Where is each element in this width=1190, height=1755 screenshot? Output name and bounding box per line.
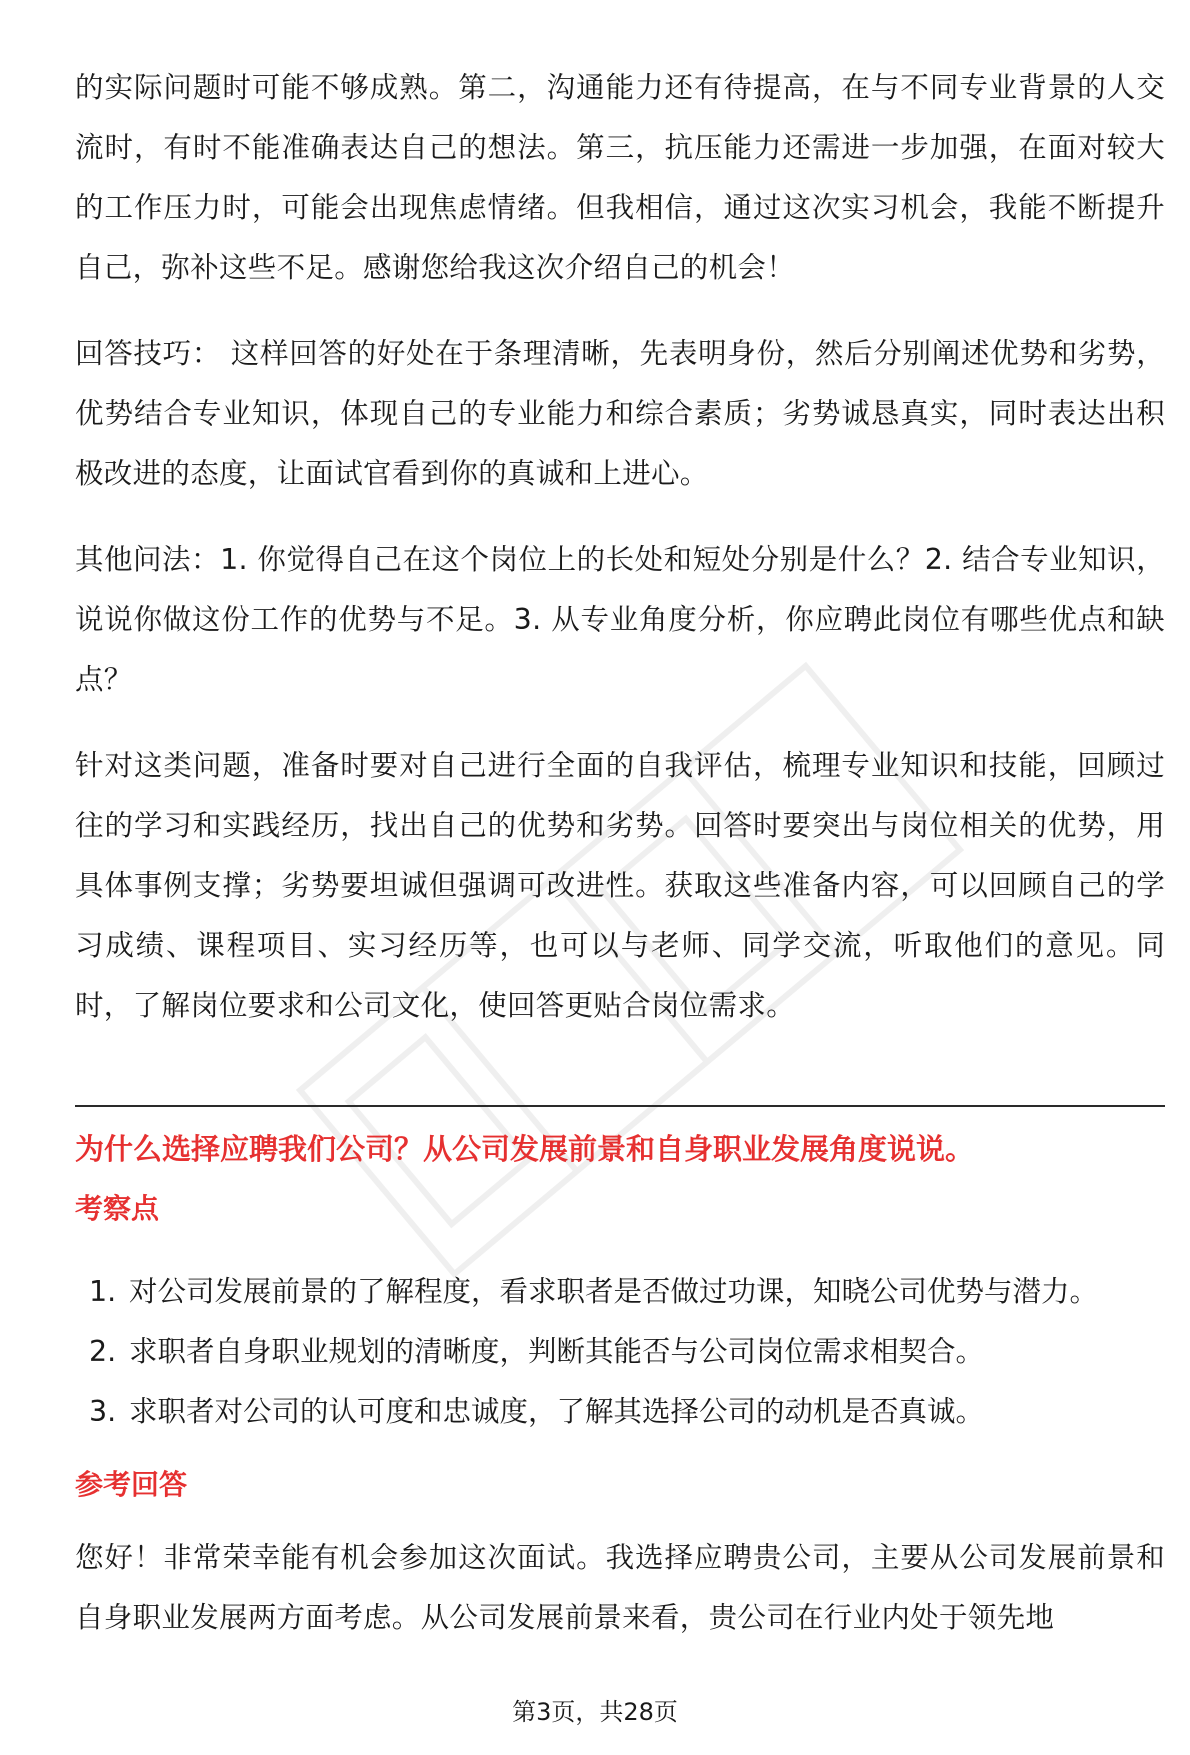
exam-points-list: [75, 1262, 1165, 1442]
list-item: 1. 对公司发展前景的了解程度，看求职者是否做过功课，知晓公司优势与潜力。: [89, 1275, 1099, 1308]
exam-points-heading: 考察点: [75, 1192, 160, 1225]
paragraph-answer-tips: 回答技巧： 这样回答的好处在于条理清晰，先表明身份，然后分别阐述优势和劣势，优势结合专业知识，体现自己的专业能力和综合素质；劣势诚恳真实，同时表达出积极改进的态度，让面试官看到你的真诚和上进心。: [75, 337, 1165, 490]
reference-answer-heading: 参考回答: [75, 1468, 188, 1501]
page-number: 第3页，共28页: [512, 1698, 678, 1726]
body-text: [75, 58, 1165, 1036]
paragraph-preparation: 针对这类问题，准备时要对自己进行全面的自我评估，梳理专业知识和技能，回顾过往的学习和实践经历，找出自己的优势和劣势。回答时要突出与岗位相关的优势，用具体事例支撑；劣势要坦诚但强调可改进性。获取这些准备内容，可以回顾自己的学习成绩、课程项目、实习经历等，也可以与老师、同学交流，听取他们的意见。同时，了解岗位要求和公司文化，使回答更贴合岗位需求。: [75, 749, 1165, 1022]
question-title: 为什么选择应聘我们公司？从公司发展前景和自身职业发展角度说说。: [75, 1132, 975, 1166]
paragraph-reference-answer: 您好！非常荣幸能有机会参加这次面试。我选择应聘贵公司，主要从公司发展前景和自身职业发展两方面考虑。从公司发展前景来看，贵公司在行业内处于领先地: [75, 1541, 1165, 1634]
paragraph-other-questions: 其他问法：1. 你觉得自己在这个岗位上的长处和短处分别是什么？2. 结合专业知识，说说你做这份工作的优势与不足。3. 从专业角度分析，你应聘此岗位有哪些优点和缺点？: [75, 543, 1165, 696]
section-divider: [75, 1105, 1165, 1107]
list-item: 2. 求职者自身职业规划的清晰度，判断其能否与公司岗位需求相契合。: [89, 1335, 985, 1368]
list-item: 3. 求职者对公司的认可度和忠诚度，了解其选择公司的动机是否真诚。: [89, 1395, 985, 1428]
reference-answer: [75, 1528, 1165, 1648]
paragraph-intro-continued: 的实际问题时可能不够成熟。第二，沟通能力还有待提高，在与不同专业背景的人交流时，有时不能准确表达自己的想法。第三，抗压能力还需进一步加强，在面对较大的工作压力时，可能会出现焦虑情绪。但我相信，通过这次实习机会，我能不断提升自己，弥补这些不足。感谢您给我这次介绍自己的机会！: [75, 71, 1165, 284]
